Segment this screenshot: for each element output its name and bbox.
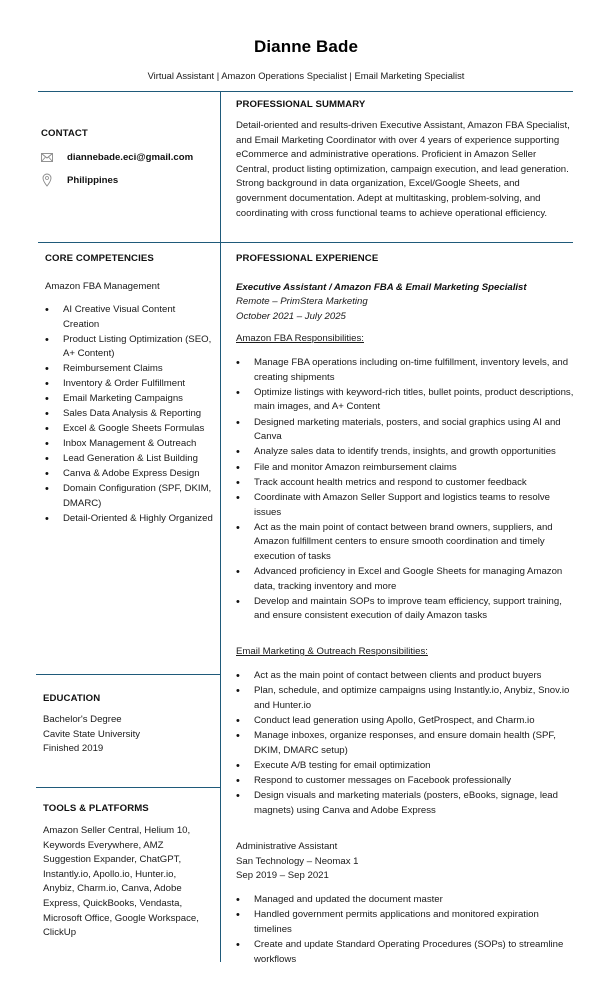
email-responsibilities-heading: Email Marketing & Outreach Responsibilities: [236,646,428,657]
competency-item: • Inventory & Order Fulfillment [63,377,213,392]
responsibility-item: • Execute A/B testing for email optimization [254,759,574,774]
responsibility-item: • Act as the main point of contact between brand owners, suppliers, and Amazon fulfillment centers to ensure smooth coordination and timely execution of tasks [254,521,574,565]
responsibility-item: • Manage inboxes, organize responses, and ensure domain health (SPF, DKIM, DMARC setup) [254,729,574,758]
competencies-divider [36,674,220,675]
competency-item: • Canva & Adobe Express Design [63,467,213,482]
job-2-company: San Technology – Neomax 1 [236,856,359,867]
competency-item: • Inbox Management & Outreach [63,437,213,452]
responsibility-item: • Respond to customer messages on Facebook professionally [254,774,574,789]
education-school: Cavite State University [43,729,141,740]
job-1-dates: October 2021 – July 2025 [236,311,346,322]
core-competencies-title: CORE COMPETENCIES [45,253,154,264]
education-divider [36,787,220,788]
envelope-icon [40,150,54,164]
education-finished: Finished 2019 [43,743,104,754]
responsibility-item: • Develop and maintain SOPs to improve team efficiency, support training, and ensure consistent execution of daily Amazon tasks [254,595,574,624]
candidate-subtitle: Virtual Assistant | Amazon Operations Specialist | Email Marketing Specialist [147,70,465,81]
competency-item: • Sales Data Analysis & Reporting [63,407,213,422]
column-divider [220,91,221,962]
competency-item: • Domain Configuration (SPF, DKIM, DMARC) [63,482,213,511]
responsibility-item: • Analyze sales data to identify trends, insights, and growth opportunities [254,445,574,460]
responsibility-item: • Act as the main point of contact between clients and product buyers [254,669,574,684]
competency-item: • Excel & Google Sheets Formulas [63,422,213,437]
contact-location: Philippines [67,174,119,186]
competency-item: • Detail-Oriented & Highly Organized [63,512,213,527]
job-2-title: Administrative Assistant [236,841,338,852]
tools-title: TOOLS & PLATFORMS [43,803,149,814]
responsibility-item: • Design visuals and marketing materials (posters, eBooks, signage, lead magnets) using Canva and Adobe Express [254,789,574,818]
competency-item: • Lead Generation & List Building [63,452,213,467]
contact-email[interactable]: diannebade.eci@gmail.com [67,151,194,163]
email-responsibilities-list [254,669,574,819]
responsibility-item: • Managed and updated the document master [254,893,574,908]
responsibility-item: • Handled government permits applications and monitored expiration timelines [254,908,574,937]
responsibility-item: • Optimize listings with keyword-rich titles, bullet points, product descriptions, main images, and A+ Content [254,386,574,415]
responsibility-item: • File and monitor Amazon reimbursement claims [254,461,574,476]
map-pin-icon [40,173,54,187]
responsibility-item: • Conduct lead generation using Apollo, GetProspect, and Charm.io [254,714,574,729]
fba-responsibilities-list [254,356,574,625]
responsibility-item: • Advanced proficiency in Excel and Google Sheets for managing Amazon data, tracking inventory and more [254,565,574,594]
responsibility-item: • Coordinate with Amazon Seller Support and logistics teams to resolve issues [254,491,574,520]
responsibility-item: • Plan, schedule, and optimize campaigns using Instantly.io, Anybiz, Snov.io and Hunter.io [254,684,574,713]
header-divider [38,91,573,92]
job-1-company: Remote – PrimStera Marketing [236,296,368,307]
education-title: EDUCATION [43,693,101,704]
responsibility-item: • Track account health metrics and respond to customer feedback [254,476,574,491]
competency-item: • AI Creative Visual Content Creation [63,303,213,332]
competency-item: • Email Marketing Campaigns [63,392,213,407]
summary-divider [38,242,573,243]
competency-item: • Product Listing Optimization (SEO, A+ Content) [63,333,213,362]
fba-responsibilities-heading: Amazon FBA Responsibilities: [236,333,364,344]
education-degree: Bachelor's Degree [43,714,122,725]
contact-location-row [40,173,118,187]
summary-title: PROFESSIONAL SUMMARY [236,99,366,110]
experience-title: PROFESSIONAL EXPERIENCE [236,253,379,264]
responsibility-item: • Manage FBA operations including on-time fulfillment, inventory levels, and creating shipments [254,356,574,385]
job-1-title: Executive Assistant / Amazon FBA & Email Marketing Specialist [236,282,527,293]
contact-email-row [40,150,193,164]
candidate-name: Dianne Bade [253,37,359,56]
summary-text: Detail-oriented and results-driven Executive Assistant, Amazon FBA Specialist, and Email Marketing Coordinator with over 4 years of experience supporting eCommerce and administrative operations. Proficient in Amazon Seller Central, product listing optimization, campaign execution, and lead generation. Strong background in data organization, Excel/Google Sheets, and government documentation. Adept at multitasking, problem-solving, and coordinating with cross functional teams to achieve operational efficiency. [236,120,570,219]
core-competencies-intro: Amazon FBA Management [45,281,160,292]
contact-title: CONTACT [41,128,88,139]
job-2-dates: Sep 2019 – Sep 2021 [236,870,329,881]
responsibility-item: • Designed marketing materials, posters, and social graphics using AI and Canva [254,416,574,445]
job-2-responsibilities-list [254,893,574,968]
competency-item: • Reimbursement Claims [63,362,213,377]
responsibility-item: • Create and update Standard Operating Procedures (SOPs) to streamline workflows [254,938,574,967]
tools-text: Amazon Seller Central, Helium 10, Keywords Everywhere, AMZ Suggestion Expander, ChatGPT, Instantly.io, Apollo.io, Hunter.io, Anybiz, Charm.io, Canva, Adobe Express, QuickBooks, Vendasta, Microsoft Office, Google Workspace, ClickUp [43,825,199,939]
core-competencies-list [63,303,213,527]
